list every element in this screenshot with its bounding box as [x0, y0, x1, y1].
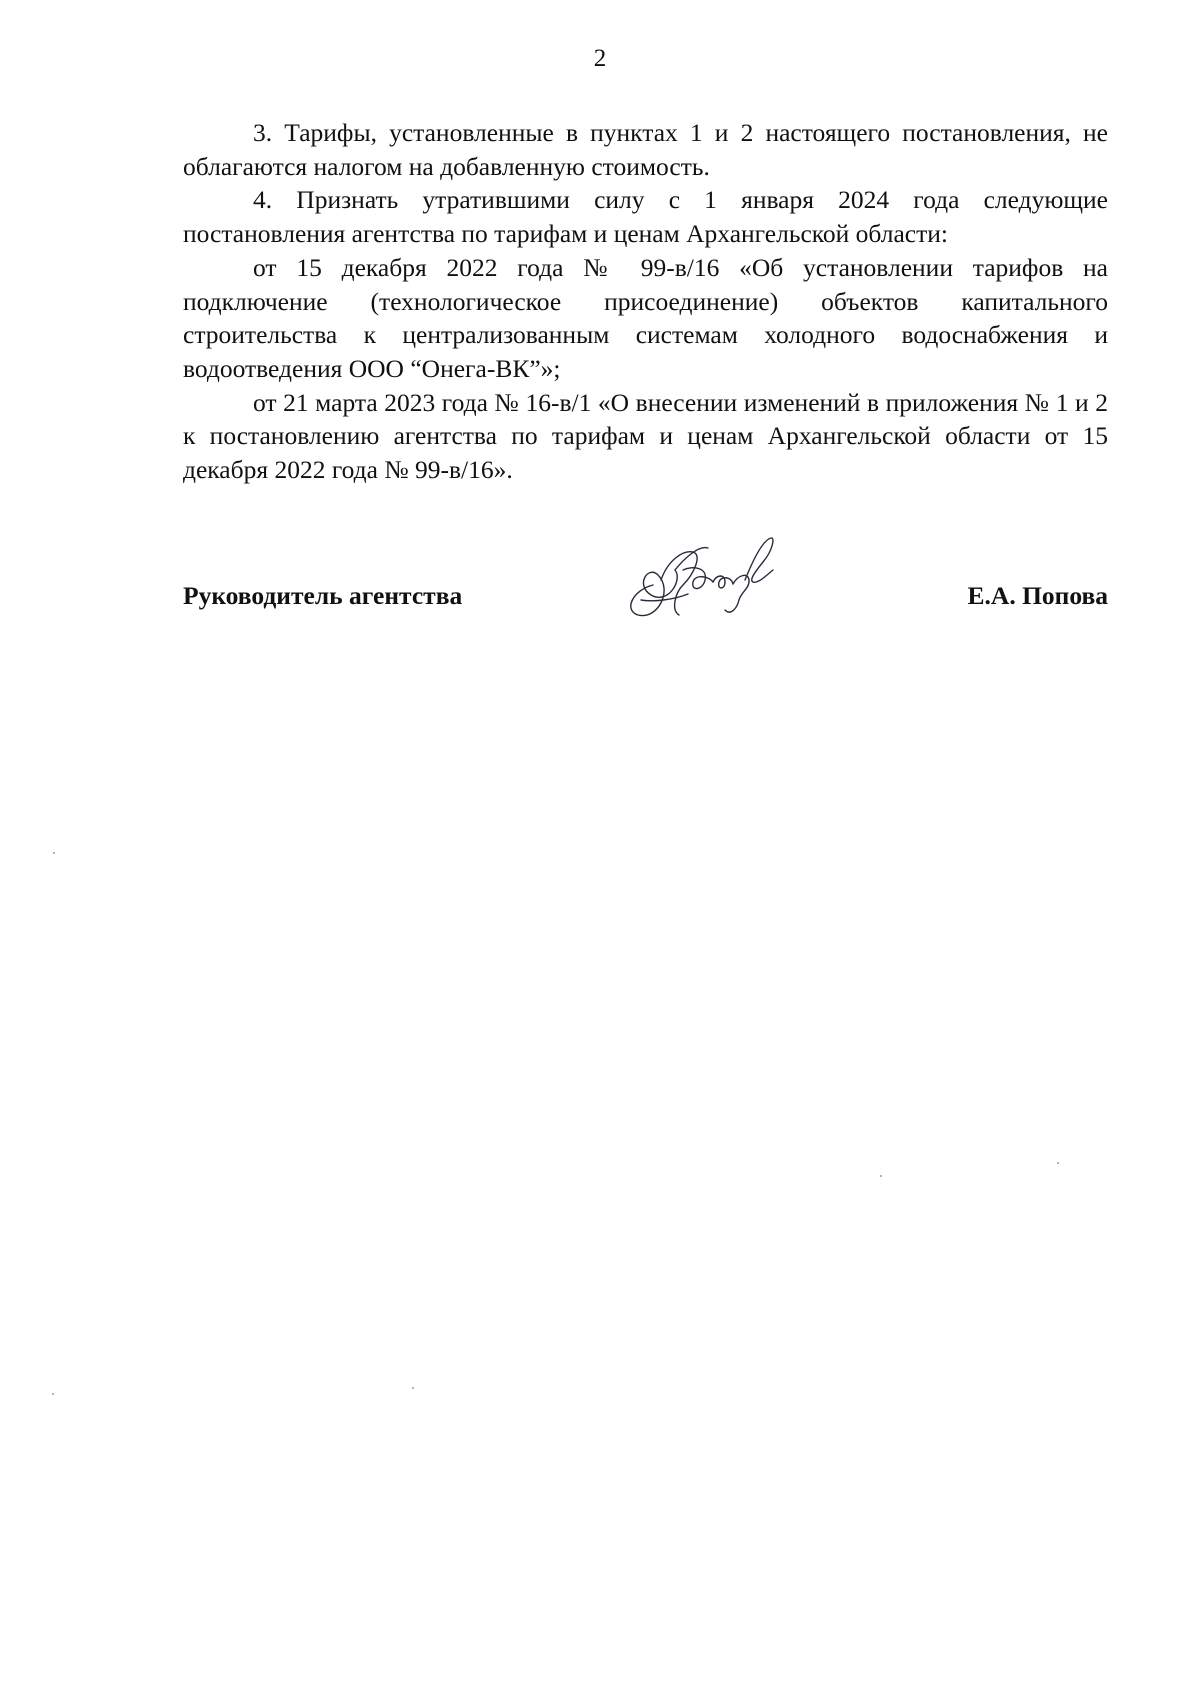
handwritten-signature-icon	[613, 530, 793, 630]
paragraph-4: 4. Признать утратившими силу с 1 января 2024 года следующие постановления агентства по тарифам и ценам Архангельской области:	[183, 185, 1108, 249]
scan-speck	[53, 852, 55, 854]
paragraph-3: 3. Тарифы, установленные в пунктах 1 и 2 настоящего постановления, не облагаются налогом на добавленную стоимость.	[183, 118, 1108, 181]
repealed-act-1: от 15 декабря 2022 года № 99-в/16 «Об установлении тарифов на подключение (технологическое присоединение) объектов капитального строительства к централизованным системам холодного водоснабжения и водоотведения ООО “Онега-ВК”»;	[183, 252, 1108, 383]
scan-speck	[52, 1393, 54, 1395]
repealed-act-2: от 21 марта 2023 года № 16-в/1 «О внесении изменений в приложения № 1 и 2 к постановлению агентства по тарифам и ценам Архангельской области от 15 декабря 2022 года № 99-в/16».	[183, 387, 1108, 485]
document-body	[183, 116, 1108, 487]
signatory-name: Е.А. Попова	[967, 581, 1108, 610]
scan-speck	[880, 1175, 882, 1177]
scan-speck	[1057, 1162, 1059, 1164]
signatory-title: Руководитель агентства	[183, 581, 463, 610]
scan-speck	[412, 1387, 414, 1389]
signature-block	[183, 530, 1108, 640]
page-number: 2	[593, 45, 607, 72]
